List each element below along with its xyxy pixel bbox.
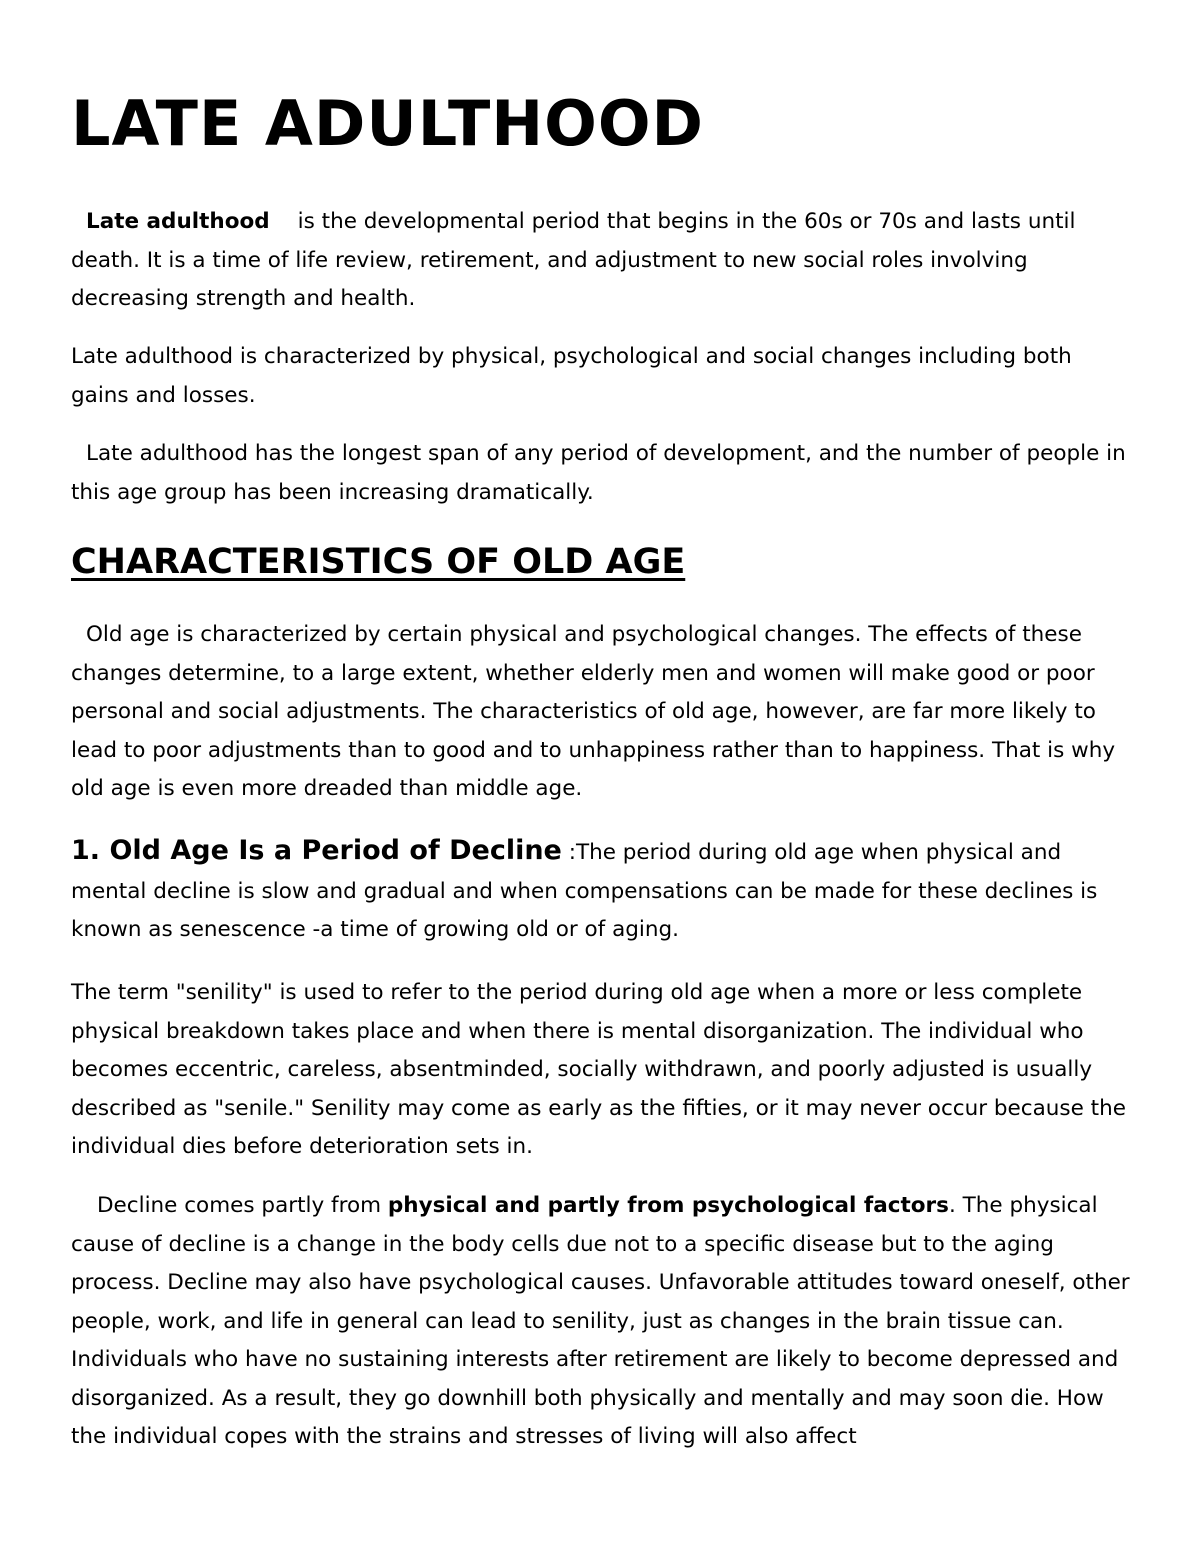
point-1-paragraph bbox=[71, 832, 1131, 950]
document-title: LATE ADULTHOOD bbox=[71, 87, 705, 160]
section-paragraph-1-text: Old age is characterized by certain physical and psychological changes. The effects of these changes determine, to a large extent, whether elderly men and women will make good or poor personal and social adjustments. The characteristics of old age, however, are far more likely to lead to poor adjustments than to good and to unhappiness rather than to happiness. That is why old age is even more dreaded than middle age. bbox=[71, 622, 1116, 801]
intro-paragraph-2: Late adulthood is characterized by physical, psychological and social changes including both gains and losses. bbox=[71, 344, 1072, 408]
section-paragraph-1 bbox=[71, 616, 1131, 809]
decline-paragraph-rest: . The physical cause of decline is a change in the body cells due not to a specific disease but to the aging process. Decline may also have psychological causes. Unfavorable attitudes toward oneself, other people, work, and life in general can lead to senility, just as changes in the brain tissue can. Individuals who have no sustaining interests after retirement are likely to become depressed and disorganized. As a result, they go downhill both physically and mentally and may soon die. How the individual copes with the strains and stresses of living will also affect bbox=[71, 1193, 1130, 1449]
intro-paragraph-1-text: is the developmental period that begins in the 60s or 70s and lasts until death. It is a time of life review, retirement, and adjustment to new social roles involving decreasing strength and health. bbox=[71, 209, 1076, 311]
intro-paragraph-3 bbox=[71, 435, 1131, 512]
decline-paragraph-start: Decline comes partly from bbox=[97, 1193, 382, 1218]
intro-lead-term: Late adulthood bbox=[86, 209, 270, 234]
senility-paragraph: The term "senility" is used to refer to the period during old age when a more or less complete physical breakdown takes place and when there is mental disorganization. The individual who becomes eccentric, careless, absentminded, socially withdrawn, and poorly adjusted is usually described as "senile." Senility may come as early as the fifties, or it may never occur because the individual dies before deterioration sets in. bbox=[71, 980, 1126, 1159]
point-1-heading: 1. Old Age Is a Period of Decline bbox=[71, 835, 562, 866]
decline-factors-emphasis: physical and partly from psychological factors bbox=[387, 1193, 949, 1218]
point-1-text: :The period during old age when physical and mental decline is slow and gradual and when compensations can be made for these declines is known as senescence -a time of growing old or of aging. bbox=[71, 840, 1098, 942]
intro-paragraph-1 bbox=[71, 203, 1131, 319]
intro-paragraph-3-text: Late adulthood has the longest span of any period of development, and the number of people in this age group has been increasing dramatically. bbox=[71, 441, 1126, 505]
decline-paragraph bbox=[71, 1187, 1131, 1457]
section-heading: CHARACTERISTICS OF OLD AGE bbox=[71, 542, 686, 582]
